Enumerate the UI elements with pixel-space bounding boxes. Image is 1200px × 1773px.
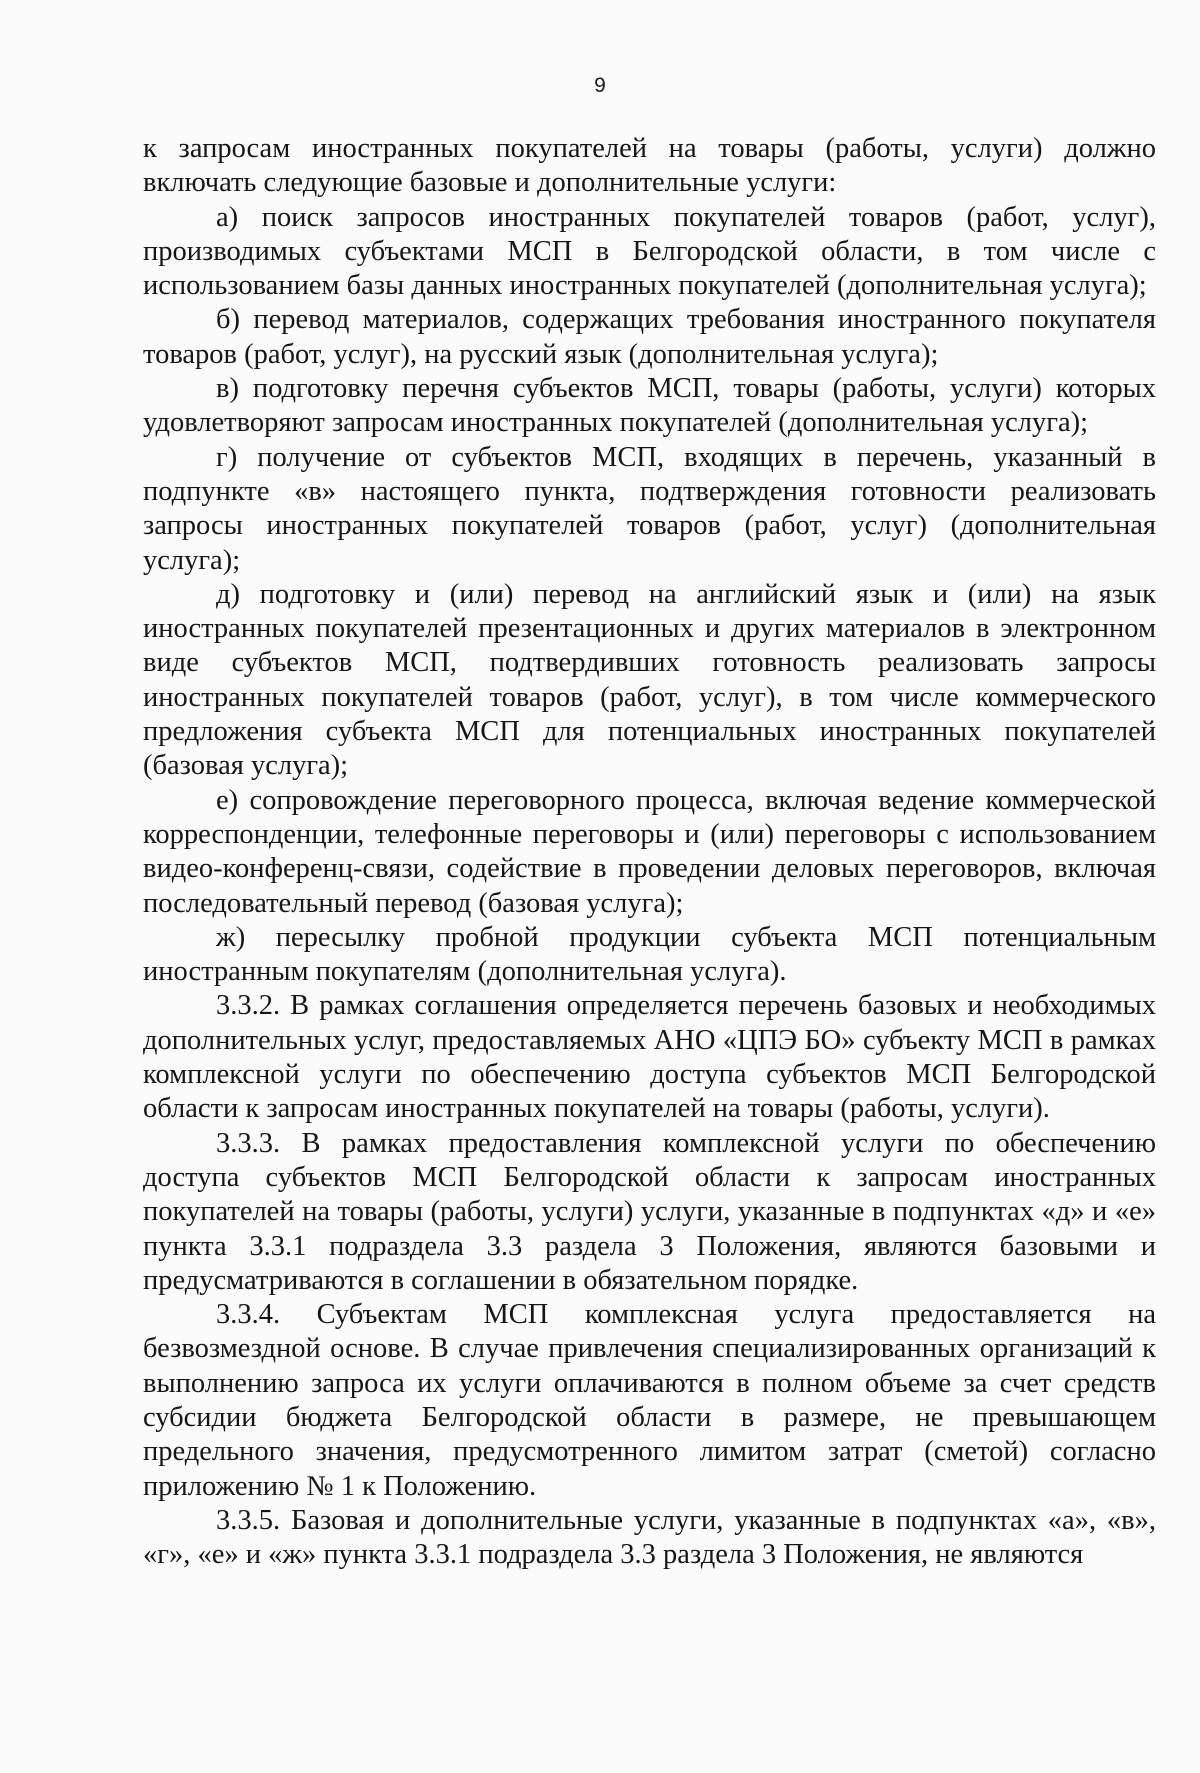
paragraph-3-3-3: 3.3.3. В рамках предоставления комплексной услуги по обеспечению доступа субъектов МСП Белгородской области к запросам иностранных покупателей на товары (работы, услуги) услуги, указанные в подпунктах «д» и «е» пункта 3.3.1 подраздела 3.3 раздела 3 Положения, являются базовыми и предусматриваются в соглашении в обязательном порядке.	[143, 1127, 1156, 1296]
document-body	[143, 132, 1156, 1572]
paragraph-item-a: а) поиск запросов иностранных покупателей товаров (работ, услуг), производимых субъектами МСП в Белгородской области, в том числе с использованием базы данных иностранных покупателей (дополнительная услуга);	[143, 201, 1156, 302]
paragraph-item-v: в) подготовку перечня субъектов МСП, товары (работы, услуги) которых удовлетворяют запросам иностранных покупателей (дополнительная услуга);	[143, 373, 1156, 439]
paragraph-item-e: е) сопровождение переговорного процесса, включая ведение коммерческой корреспонденции, телефонные переговоры и (или) переговоры с использованием видео-конференц-связи, содействие в проведении деловых переговоров, включая последовательный перевод (базовая услуга);	[143, 784, 1156, 919]
paragraph-3-3-2: 3.3.2. В рамках соглашения определяется перечень базовых и необходимых дополнительных услуг, предоставляемых АНО «ЦПЭ БО» субъекту МСП в рамках комплексной услуги по обеспечению доступа субъектов МСП Белгородской области к запросам иностранных покупателей на товары (работы, услуги).	[143, 990, 1156, 1125]
paragraph-3-3-5: 3.3.5. Базовая и дополнительные услуги, указанные в подпунктах «а», «в», «г», «е» и «ж» пункта 3.3.1 подраздела 3.3 раздела 3 Положения, не являются	[143, 1504, 1156, 1571]
paragraph-item-g: г) получение от субъектов МСП, входящих в перечень, указанный в подпункте «в» настоящего пункта, подтверждения готовности реализовать запросы иностранных покупателей товаров (работ, услуг) (дополнительная услуга);	[143, 441, 1156, 576]
paragraph-3-3-4: 3.3.4. Субъектам МСП комплексная услуга предоставляется на безвозмездной основе. В случае привлечения специализированных организаций к выполнению запроса их услуги оплачиваются в полном объеме за счет средств субсидии бюджета Белгородской области в размере, не превышающем предельного значения, предусмотренного лимитом затрат (сметой) согласно приложению № 1 к Положению.	[143, 1299, 1156, 1502]
paragraph-continuation: к запросам иностранных покупателей на товары (работы, услуги) должно включать следующие базовые и дополнительные услуги:	[143, 133, 1156, 199]
paragraph-item-d: д) подготовку и (или) перевод на английский язык и (или) на язык иностранных покупателей презентационных и других материалов в электронном виде субъектов МСП, подтвердивших готовность реализовать запросы иностранных покупателей товаров (работ, услуг), в том числе коммерческого предложения субъекта МСП для потенциальных иностранных покупателей (базовая услуга);	[143, 578, 1156, 782]
paragraph-item-zh: ж) пересылку пробной продукции субъекта МСП потенциальным иностранным покупателям (дополнительная услуга).	[143, 921, 1156, 988]
page-number: 9	[594, 74, 606, 97]
paragraph-item-b: б) перевод материалов, содержащих требования иностранного покупателя товаров (работ, услуг), на русский язык (дополнительная услуга);	[143, 304, 1156, 370]
